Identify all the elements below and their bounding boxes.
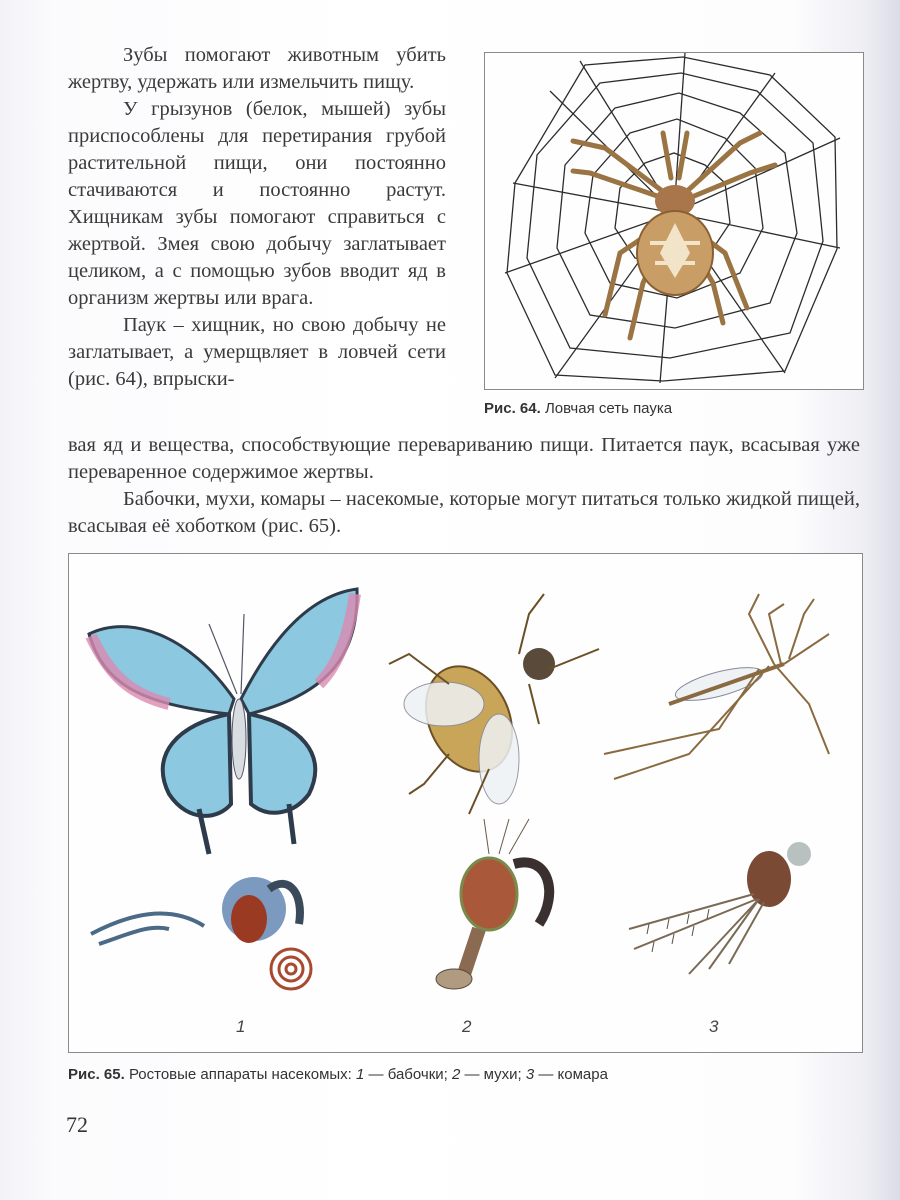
paragraph-spider: Паук – хищник, но свою добычу не заглатывает, а умерщвляет в ловчей сети (рис. 64), впрыски- — [68, 314, 446, 390]
figure-65-caption — [68, 1066, 608, 1083]
figure-64-caption-text: Ловчая сеть паука — [544, 400, 673, 417]
text-full-width — [68, 432, 860, 540]
figure-65-label: Рис. 65. — [68, 1066, 125, 1083]
figure-64-caption — [484, 400, 672, 417]
fly-icon — [389, 594, 599, 814]
mosquito-icon — [604, 594, 829, 779]
figure-65-frame — [68, 553, 863, 1053]
paragraph-insects: Бабочки, мухи, комары – насекомые, которые могут питаться только жидкой пищей, всасывая её хоботком (рис. 65). — [68, 488, 860, 537]
caption-num-1: 1 — [356, 1066, 365, 1083]
insects-illustration — [69, 554, 862, 1052]
caption-text: — бабочки; — [364, 1066, 452, 1083]
figure-64-label: Рис. 64. — [484, 400, 541, 417]
caption-text: Ростовые аппараты насекомых: — [128, 1066, 357, 1083]
butterfly-icon — [89, 589, 357, 854]
paragraph-rodents: У грызунов (белок, мышей) зубы приспособлены для перетирания грубой растительной пищи, они постоянно стачиваются и постоянно растут. Хищникам зубы помогают справиться с жертвой. Змея свою добычу заглатывает целиком, а с помощью зубов вводит яд в организм жертвы или врага. — [68, 98, 446, 309]
butterfly-proboscis-icon — [91, 877, 311, 989]
mosquito-proboscis-icon — [629, 842, 811, 974]
spider-web-illustration — [485, 53, 863, 389]
panel-label-2: 2 — [462, 1017, 472, 1036]
caption-num-3: 3 — [525, 1066, 535, 1083]
text-column — [68, 42, 446, 393]
paragraph-spider-cont: вая яд и вещества, способствующие перевариванию пищи. Питается паук, всасывая уже переваренное содержимое жертвы. — [68, 434, 860, 483]
fly-proboscis-icon — [436, 819, 549, 989]
figure-64-frame — [484, 52, 864, 390]
page-number: 72 — [66, 1112, 88, 1137]
caption-text: — комара — [534, 1066, 608, 1083]
caption-text: — мухи; — [460, 1066, 526, 1083]
caption-num-2: 2 — [451, 1066, 461, 1083]
panel-label-1: 1 — [236, 1017, 246, 1036]
paragraph-teeth: Зубы помогают животным убить жертву, удержать или измельчить пищу. — [68, 44, 446, 93]
panel-label-3: 3 — [709, 1017, 719, 1036]
